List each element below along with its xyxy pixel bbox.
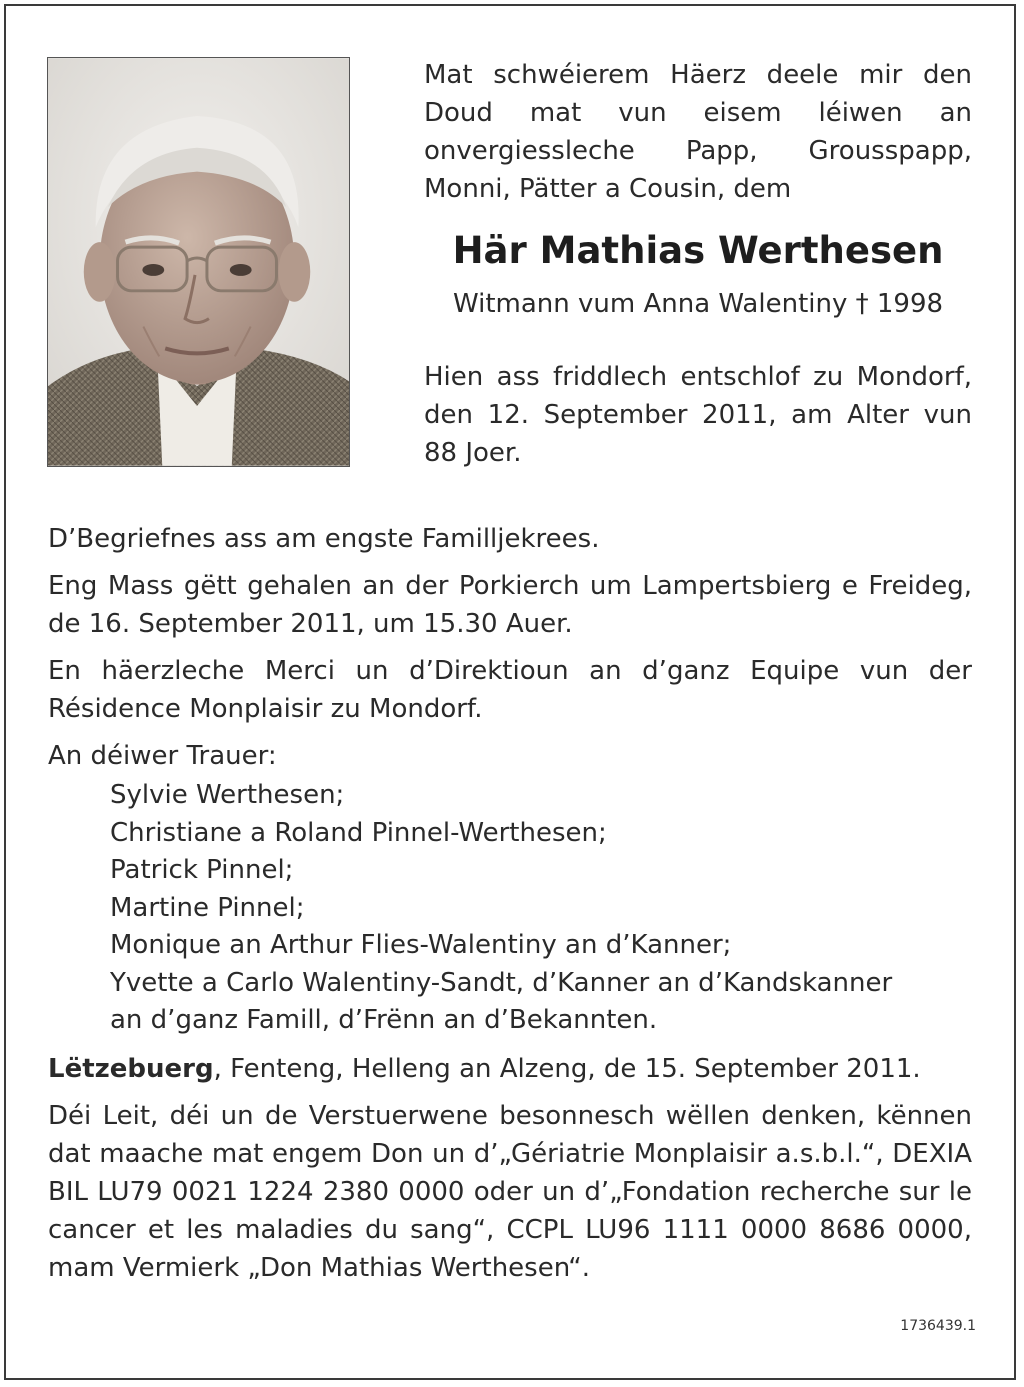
mourners-list [110,777,972,1040]
widower-line: Witmann vum Anna Walentiny † 1998 [452,289,944,319]
place-city: Lëtzebuerg [48,1053,214,1084]
notice-body [48,520,972,1296]
mourning-label: An déiwer Trauer: [48,741,277,771]
mourner-item: Monique an Arthur Flies-Walentiny an d’Kanner; [110,930,732,960]
deceased-name: Här Mathias Werthesen [452,229,944,272]
mourner-item: Sylvie Werthesen; [110,780,345,810]
death-details: Hien ass friddlech entschlof zu Mondorf, den 12. September 2011, am Alter vun 88 Joer. [424,362,972,468]
mourner-item: Patrick Pinnel; [110,855,294,885]
place-date-line [48,1050,972,1088]
thanks-text: En häerzleche Merci un d’Direktioun an d’ganz Equipe vun der Résidence Monplaisir zu Mondorf. [48,656,972,724]
donation-text: Déi Leit, déi un de Verstuerwene besonnesch wëllen denken, kënnen dat maache mat engem Don un d’„Gériatrie Monplaisir a.s.b.l.“, DEXIA BIL LU79 0021 1224 2380 0000 oder un d’„Fondation recherche sur le cancer et les maladies du sang“, CCPL LU96 1111 0000 8686 0000, mam Vermierk „Don Mathias Werthesen“. [48,1100,972,1283]
mass-text: Eng Mass gëtt gehalen an der Porkierch um Lampertsbierg e Freideg, de 16. September 2011, um 15.30 Auer. [48,571,972,639]
reference-number: 1736439.1 [900,1318,976,1334]
mourner-item: Yvette a Carlo Walentiny-Sandt, d’Kanner an d’Kandskanner [110,967,893,998]
place-rest: , Fenteng, Helleng an Alzeng, de 15. September 2011. [213,1053,921,1084]
mourner-item: Christiane a Roland Pinnel-Werthesen; [110,817,607,848]
burial-text: D’Begriefnes ass am engste Familljekrees. [48,524,600,554]
mourner-item: an d’ganz Famill, d’Frënn an d’Bekannten. [110,1005,658,1035]
intro-text: Mat schwéierem Häerz deele mir den Doud mat vun eisem léiwen an onvergiessleche Papp, Grousspapp, Monni, Pätter a Cousin, dem [424,60,972,204]
mourner-item: Martine Pinnel; [110,892,305,923]
portrait-photo [47,57,350,467]
